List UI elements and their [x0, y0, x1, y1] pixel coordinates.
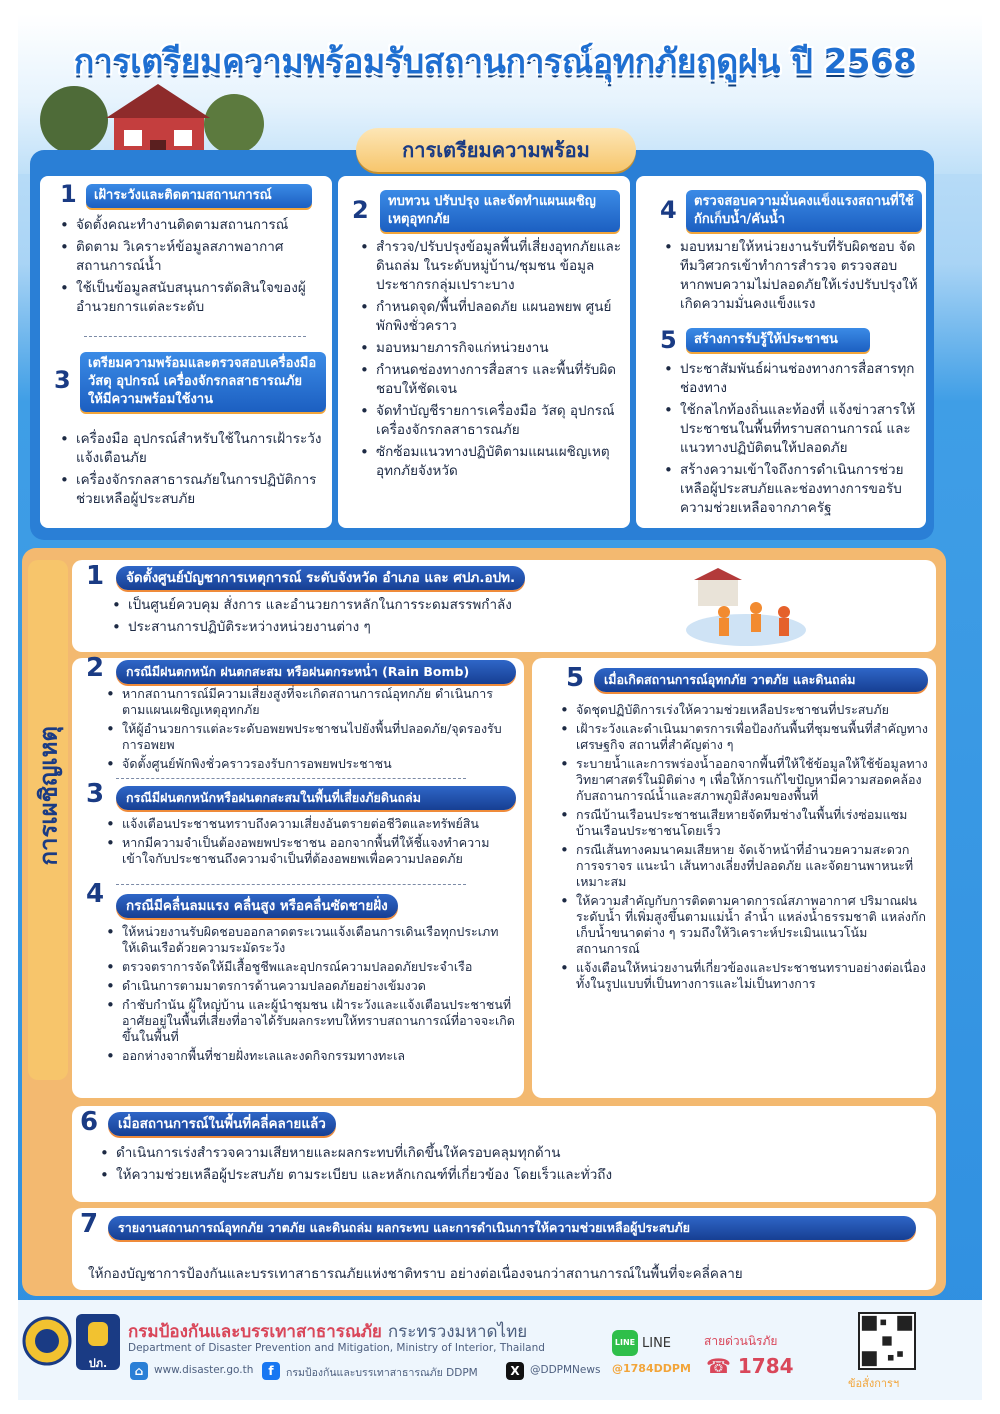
list-item: • ประชาสัมพันธ์ผ่านช่องทางการสื่อสารทุกช่องทาง: [664, 360, 920, 398]
hotline-label: สายด่วนนิรภัย: [704, 1334, 778, 1348]
hotline-value: 1784: [737, 1354, 794, 1378]
prep-3-number: 3: [54, 366, 71, 394]
list-item: • จัดทำบัญชีรายการเครื่องมือ วัสดุ อุปกรณ์ เครื่องจักรกลสาธารณภัย: [360, 402, 622, 440]
prep-3-list: [60, 430, 322, 512]
resp-5-number: 5: [566, 663, 585, 693]
list-item: • ดำเนินการเร่งสำรวจความเสียหายและผลกระทบที่เกิดขึ้นให้ครอบคลุมทุกด้าน: [100, 1144, 920, 1163]
ddpm-logo: [76, 1314, 120, 1370]
ddpm-logo-text: ปภ.: [88, 1357, 108, 1370]
prep-1-title: เฝ้าระวังและติดตามสถานการณ์: [86, 184, 312, 208]
list-item: • กำหนดจุด/พื้นที่ปลอดภัย แผนอพยพ ศูนย์พักพิงชั่วคราว: [360, 298, 622, 336]
divider: [116, 778, 466, 779]
list-item: • กรณีเส้นทางคมนาคมเสียหาย จัดเจ้าหน้าที่อำนวยความสะดวกการจราจร แนะนำ เส้นทางเลี่ยงที่ปลอดภัย และจัดยานพาหนะที่เหมาะสม: [560, 842, 930, 890]
list-item: • กำหนดช่องทางการสื่อสาร และพื้นที่รับผิดชอบให้ชัดเจน: [360, 361, 622, 399]
list-item: • ออกห่างจากพื้นที่ชายฝั่งทะเลและงดกิจกรรมทางทะเล: [106, 1048, 516, 1064]
list-item: • ติดตาม วิเคราะห์ข้อมูลสภาพอากาศ สถานการณ์น้ำ: [60, 238, 322, 276]
resp-2-number: 2: [86, 653, 105, 683]
prep-2-list: [360, 238, 622, 484]
prep-4-list: [664, 238, 920, 317]
resp-5-list: [560, 702, 930, 995]
prep-5-list: [664, 360, 920, 521]
page-title: การเตรียมความพร้อมรับสถานการณ์อุทกภัยฤดูฝน ปี 2568: [73, 42, 917, 82]
list-item: • เป็นศูนย์ควบคุม สั่งการ และอำนวยการหลักในการระดมสรรพกำลัง: [112, 596, 672, 615]
divider: [84, 336, 306, 337]
x-link[interactable]: @DDPMNews: [530, 1364, 601, 1376]
resp-5-title: เมื่อเกิดสถานการณ์อุทกภัย วาตภัย และดินถล่ม: [594, 668, 928, 692]
department-name-en: Department of Disaster Prevention and Mitigation, Ministry of Interior, Thailand: [128, 1342, 545, 1354]
resp-7-text: ให้กองบัญชาการป้องกันและบรรเทาสาธารณภัยแห่งชาติทราบ อย่างต่อเนื่องจนกว่าสถานการณ์ในพื้นที่จะคลี่คลาย: [88, 1266, 743, 1282]
resp-6-number: 6: [80, 1107, 99, 1137]
resp-7-number: 7: [80, 1209, 99, 1239]
list-item: • จัดชุดปฏิบัติการเร่งให้ความช่วยเหลือประชาชนที่ประสบภัย: [560, 702, 930, 718]
resp-7-title: รายงานสถานการณ์อุทกภัย วาตภัย และดินถล่ม ผลกระทบ และการดำเนินการให้ความช่วยเหลือผู้ประสบภัย: [108, 1216, 916, 1240]
list-item: • มอบหมายให้หน่วยงานรับที่รับผิดชอบ จัดทีมวิศวกรเข้าทำการสำรวจ ตรวจสอบ หากพบความไม่ปลอดภัยให้เร่งปรับปรุงให้เกิดความมั่นคงแข็งแรง: [664, 238, 920, 314]
list-item: • หากมีความจำเป็นต้องอพยพประชาชน ออกจากพื้นที่ให้ชี้แจงทำความเข้าใจกับประชาชนถึงความจำเป็นที่ต้องอพยพเพื่อความปลอดภัย: [106, 835, 516, 867]
prep-5-title: สร้างการรับรู้ให้ประชาชน: [686, 328, 870, 352]
list-item: • เครื่องมือ อุปกรณ์สำหรับใช้ในการเฝ้าระวังแจ้งเตือนภัย: [60, 430, 322, 468]
list-item: • จัดตั้งศูนย์พักพิงชั่วคราวรองรับการอพยพประชาชน: [106, 756, 516, 772]
rescue-illustration: [684, 568, 808, 648]
department-name-th: [128, 1318, 527, 1345]
facebook-link[interactable]: กรมป้องกันและบรรเทาสาธารณภัย DDPM: [286, 1367, 478, 1379]
list-item: • สร้างความเข้าใจถึงการดำเนินการช่วยเหลือผู้ประสบภัยและช่องทางการขอรับความช่วยเหลือจากภาครัฐ: [664, 461, 920, 518]
list-item: • แจ้งเตือนประชาชนทราบถึงความเสี่ยงอันตรายต่อชีวิตและทรัพย์สิน: [106, 816, 516, 832]
resp-2-title: กรณีมีฝนตกหนัก ฝนตกสะสม หรือฝนตกระหน่ำ (Rain Bomb): [116, 660, 516, 684]
hotline-number[interactable]: ☎ 1784: [706, 1354, 794, 1378]
list-item: • แจ้งเตือนให้หน่วยงานที่เกี่ยวข้องและประชาชนทราบอย่างต่อเนื่อง ทั้งในรูปแบบที่เป็นทางการและไม่เป็นทางการ: [560, 960, 930, 992]
line-icon: LINE: [612, 1330, 638, 1356]
resp-6-title: เมื่อสถานการณ์ในพื้นที่คลี่คลายแล้ว: [108, 1112, 336, 1136]
list-item: • ระบายน้ำและการพร่องน้ำออกจากพื้นที่ให้ใช้ข้อมูลให้ใช้ข้อมูลทางวิทยาศาสตร์ในมิติต่าง ๆ เพื่อให้การแก้ไขปัญหามีความสอดคล้องกับสถานการณ์น้ำและสภาพภูมิสังคมของพื้นที่: [560, 756, 930, 804]
ministry-th: กระทรวงมหาดไทย: [387, 1322, 528, 1342]
department-th: กรมป้องกันและบรรเทาสาธารณภัย: [128, 1322, 382, 1342]
list-item: • มอบหมายภารกิจแก่หน่วยงาน: [360, 339, 622, 358]
resp-3-number: 3: [86, 779, 105, 809]
resp-4-title: กรณีมีคลื่นลมแรง คลื่นสูง หรือคลื่นซัดชายฝั่ง: [116, 894, 398, 918]
qr-label: ข้อสั่งการฯ: [848, 1377, 900, 1390]
preparation-heading: การเตรียมความพร้อม: [356, 128, 636, 172]
list-item: • กรณีบ้านเรือนประชาชนเสียหายจัดทีมช่างในพื้นที่เร่งซ่อมแซมบ้านเรือนประชาชนโดยเร็ว: [560, 807, 930, 839]
list-item: • จัดตั้งคณะทำงานติดตามสถานการณ์: [60, 216, 322, 235]
prep-4-title: ตรวจสอบความมั่นคงแข็งแรงสถานที่ใช้กักเก็บน้ำ/คันน้ำ: [686, 190, 922, 232]
list-item: • ให้ความสำคัญกับการติดตามคาดการณ์สภาพอากาศ ปริมาณฝน ระดับน้ำ ที่เพิ่มสูงขึ้นตามแม่น้ำ ลำน้ำ แหล่งน้ำธรรมชาติ แหล่งกักเก็บน้ำขนาดต่าง ๆ รวมถึงให้วิเคราะห์ประเมินแนวโน้มสถานการณ์: [560, 893, 930, 957]
resp-2-list: [106, 686, 516, 775]
prep-2-number: 2: [352, 196, 369, 224]
line-id[interactable]: @1784DDPM: [612, 1362, 691, 1375]
list-item: • ใช้กลไกท้องถิ่นและท้องที่ แจ้งข่าวสารให้ประชาชนในพื้นที่ทราบสถานการณ์ และแนวทางปฏิบัติตนให้ปลอดภัย: [664, 401, 920, 458]
website-link[interactable]: www.disaster.go.th: [154, 1364, 254, 1376]
resp-3-list: [106, 816, 516, 870]
list-item: • เฝ้าระวังและดำเนินมาตรการเพื่อป้องกันพื้นที่ชุมชนพื้นที่สำคัญทางเศรษฐกิจ สถานที่สำคัญต่าง ๆ: [560, 721, 930, 753]
resp-1-list: [112, 596, 672, 640]
list-item: • กำชับกำนัน ผู้ใหญ่บ้าน และผู้นำชุมชน เฝ้าระวังและแจ้งเตือนประชาชนที่อาศัยอยู่ในพื้นที่เสี่ยงที่อาจได้รับผลกระทบให้ทราบสถานการณ์ที่อาจจะเกิดขึ้นในพื้นที่: [106, 997, 516, 1045]
hand-icon: [76, 1314, 120, 1354]
list-item: • ดำเนินการตามมาตรการด้านความปลอดภัยอย่างเข้มงวด: [106, 978, 516, 994]
resp-6-list: [100, 1144, 920, 1188]
resp-1-title: จัดตั้งศูนย์บัญชาการเหตุการณ์ ระดับจังหวัด อำเภอ และ ศปภ.อปท.: [116, 566, 525, 590]
resp-4-list: [106, 924, 516, 1067]
qr-code[interactable]: [858, 1312, 916, 1370]
list-item: • ใช้เป็นข้อมูลสนับสนุนการตัดสินใจของผู้อำนวยการแต่ละระดับ: [60, 279, 322, 317]
response-side-label: [29, 814, 68, 866]
x-icon: X: [506, 1362, 524, 1380]
prep-4-number: 4: [660, 196, 677, 224]
prep-1-number: 1: [60, 180, 77, 208]
resp-1-number: 1: [86, 561, 105, 591]
list-item: • ซักซ้อมแนวทางปฏิบัติตามแผนเผชิญเหตุอุทกภัยจังหวัด: [360, 443, 622, 481]
prep-5-number: 5: [660, 326, 677, 354]
ministry-seal-icon: [22, 1316, 72, 1366]
resp-3-title: กรณีมีฝนตกหนักหรือฝนตกสะสมในพื้นที่เสี่ยงภัยดินถล่ม: [116, 786, 516, 810]
list-item: • ให้ผู้อำนวยการแต่ละระดับอพยพประชาชนไปยังพื้นที่ปลอดภัย/จุดรองรับการอพยพ: [106, 721, 516, 753]
resp-4-number: 4: [86, 879, 105, 909]
line-label: LINE: [642, 1336, 672, 1351]
list-item: • หากสถานการณ์มีความเสี่ยงสูงที่จะเกิดสถานการณ์อุทกภัย ดำเนินการตามแผนเผชิญเหตุอุทกภัย: [106, 686, 516, 718]
prep-1-list: [60, 216, 322, 320]
prep-3-title: เตรียมความพร้อมและตรวจสอบเครื่องมือ วัสดุ อุปกรณ์ เครื่องจักรกลสาธารณภัย ให้มีความพร้อมใช้งาน: [80, 352, 326, 412]
list-item: • ประสานการปฏิบัติระหว่างหน่วยงานต่าง ๆ: [112, 618, 672, 637]
list-item: • เครื่องจักรกลสาธารณภัยในการปฏิบัติการช่วยเหลือผู้ประสบภัย: [60, 471, 322, 509]
prep-2-title: ทบทวน ปรับปรุง และจัดทำแผนเผชิญเหตุอุทกภัย: [380, 190, 620, 232]
list-item: • ให้หน่วยงานรับผิดชอบออกลาดตระเวนแจ้งเตือนการเดินเรือทุกประเภท ให้เดินเรือด้วยความระมัดระวัง: [106, 924, 516, 956]
facebook-icon: f: [262, 1362, 280, 1380]
globe-icon: ⌂: [130, 1362, 148, 1380]
list-item: • ตรวจตราการจัดให้มีเสื้อชูชีพและอุปกรณ์ความปลอดภัยประจำเรือ: [106, 959, 516, 975]
divider: [116, 884, 466, 885]
list-item: • ให้ความช่วยเหลือผู้ประสบภัย ตามระเบียบ และหลักเกณฑ์ที่เกี่ยวข้อง โดยเร็วและทั่วถึง: [100, 1166, 920, 1185]
list-item: • สำรวจ/ปรับปรุงข้อมูลพื้นที่เสี่ยงอุทกภัยและดินถล่ม ในระดับหมู่บ้าน/ชุมชน ข้อมูลประชากรกลุ่มเปราะบาง: [360, 238, 622, 295]
